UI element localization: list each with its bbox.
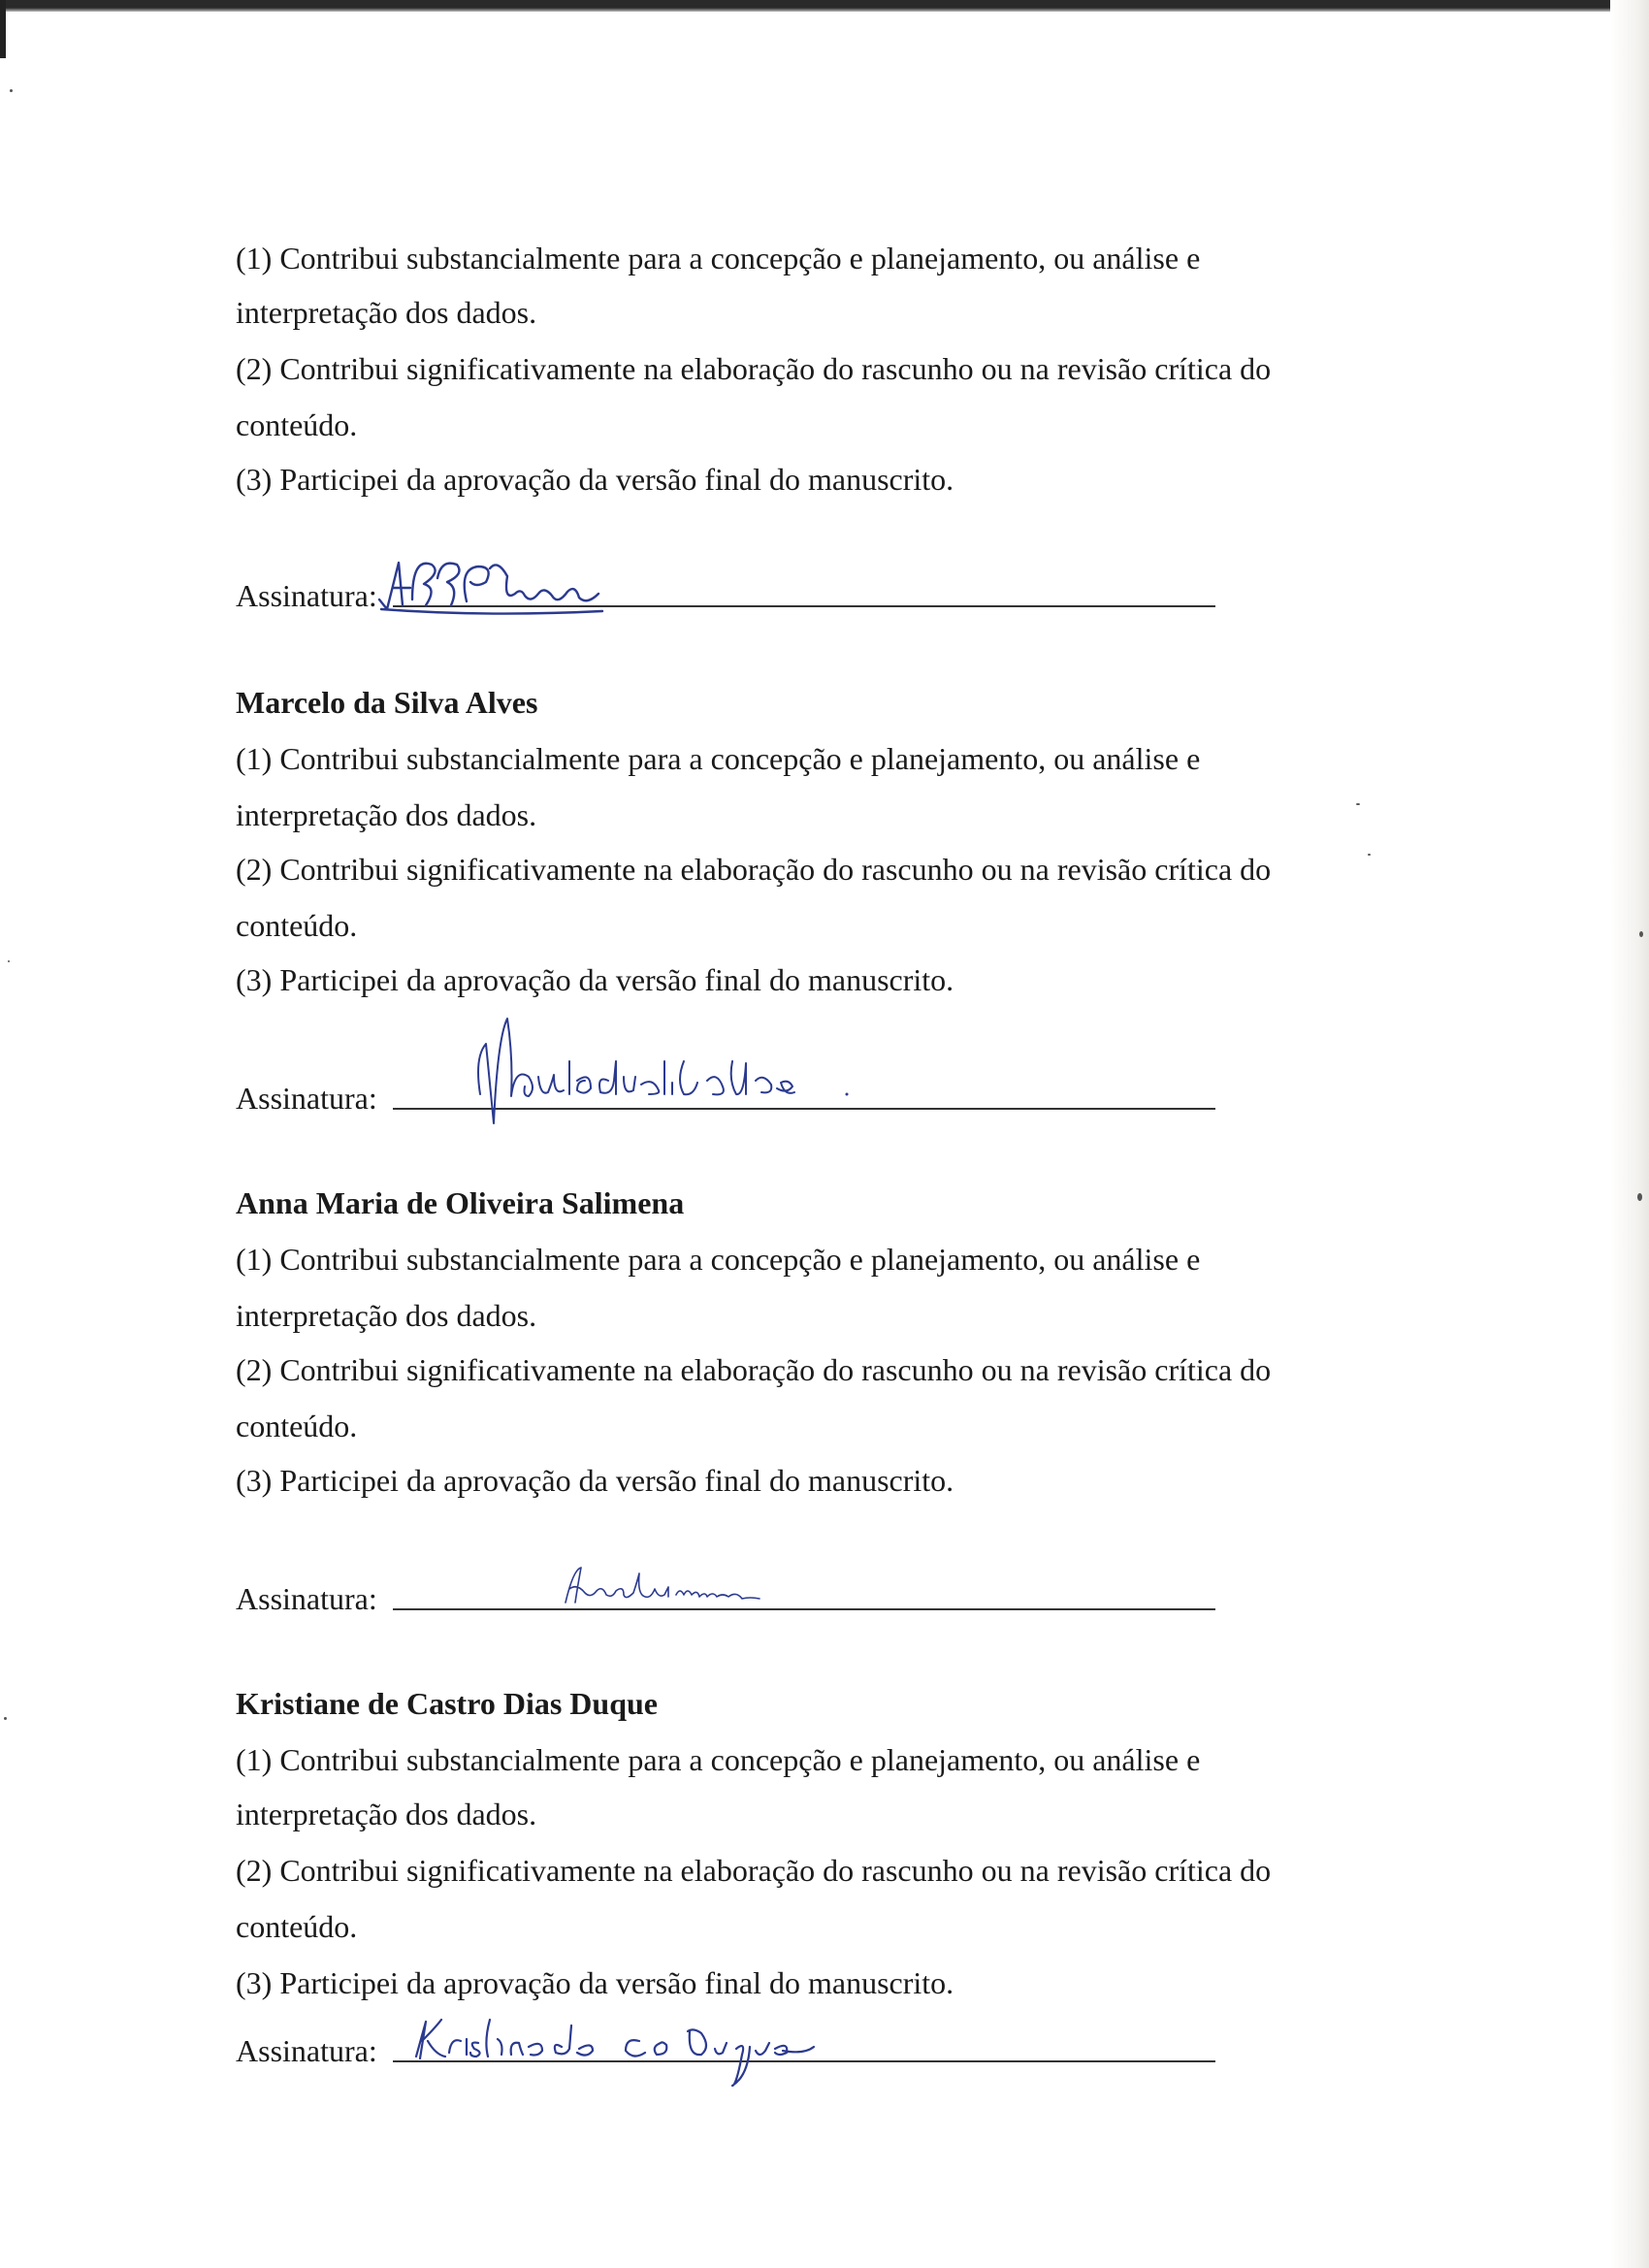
criterion-2-line-b: conteúdo.	[236, 1909, 358, 1944]
author-name: Marcelo da Silva Alves	[236, 685, 538, 720]
criterion-1-line-a: (1) Contribui substancialmente para a concepção e planejamento, ou análise e	[236, 1742, 1201, 1777]
criterion-2-line-a: (2) Contribui significativamente na elaboração do rascunho ou na revisão crítica do	[236, 852, 1272, 887]
scan-speck	[1368, 854, 1371, 856]
criterion-1-line-b: interpretação dos dados.	[236, 295, 537, 330]
signature-row	[236, 2012, 1215, 2070]
criterion-1-line-a: (1) Contribui substancialmente para a concepção e planejamento, ou análise e	[236, 741, 1201, 776]
signature-label: Assinatura:	[236, 1581, 377, 1616]
criterion-3-line: (3) Participei da aprovação da versão final do manuscrito.	[236, 1463, 954, 1498]
scan-speck	[1639, 931, 1643, 937]
scan-speck	[1356, 803, 1360, 805]
signature-image	[406, 2008, 950, 2095]
criterion-2-line-b: conteúdo.	[236, 407, 358, 442]
criterion-3-line: (3) Participei da aprovação da versão final do manuscrito.	[236, 1965, 954, 2000]
signature-label: Assinatura:	[236, 1081, 377, 1116]
criterion-1-line-b: interpretação dos dados.	[236, 1298, 537, 1333]
criterion-1-line-a: (1) Contribui substancialmente para a concepção e planejamento, ou análise e	[236, 241, 1201, 275]
criterion-2-line-a: (2) Contribui significativamente na elaboração do rascunho ou na revisão crítica do	[236, 351, 1272, 386]
author-name: Kristiane de Castro Dias Duque	[236, 1686, 658, 1721]
signature-image	[469, 999, 876, 1135]
criterion-1-line-a: (1) Contribui substancialmente para a concepção e planejamento, ou análise e	[236, 1242, 1201, 1277]
signature-image	[370, 549, 719, 619]
criterion-3-line: (3) Participei da aprovação da versão final do manuscrito.	[236, 462, 954, 497]
criterion-2-line-a: (2) Contribui significativamente na elaboração do rascunho ou na revisão crítica do	[236, 1352, 1272, 1387]
criterion-1-line-b: interpretação dos dados.	[236, 797, 537, 832]
criterion-2-line-b: conteúdo.	[236, 908, 358, 943]
author-name: Anna Maria de Oliveira Salimena	[236, 1185, 685, 1220]
scan-speck	[8, 960, 10, 962]
signature-image	[556, 1560, 827, 1608]
signature-label: Assinatura:	[236, 2033, 377, 2068]
signature-label: Assinatura:	[236, 578, 377, 613]
criterion-2-line-b: conteúdo.	[236, 1409, 358, 1443]
scan-speck	[4, 1717, 7, 1720]
signature-row	[236, 1059, 1215, 1118]
scan-speck	[1637, 1193, 1642, 1201]
criterion-3-line: (3) Participei da aprovação da versão final do manuscrito.	[236, 962, 954, 997]
signature-row	[236, 1560, 1215, 1618]
signature-line	[393, 1608, 1215, 1610]
scan-speck	[10, 89, 13, 92]
criterion-2-line-a: (2) Contribui significativamente na elaboração do rascunho ou na revisão crítica do	[236, 1853, 1272, 1888]
signature-row	[236, 557, 1215, 615]
criterion-1-line-b: interpretação dos dados.	[236, 1797, 537, 1831]
